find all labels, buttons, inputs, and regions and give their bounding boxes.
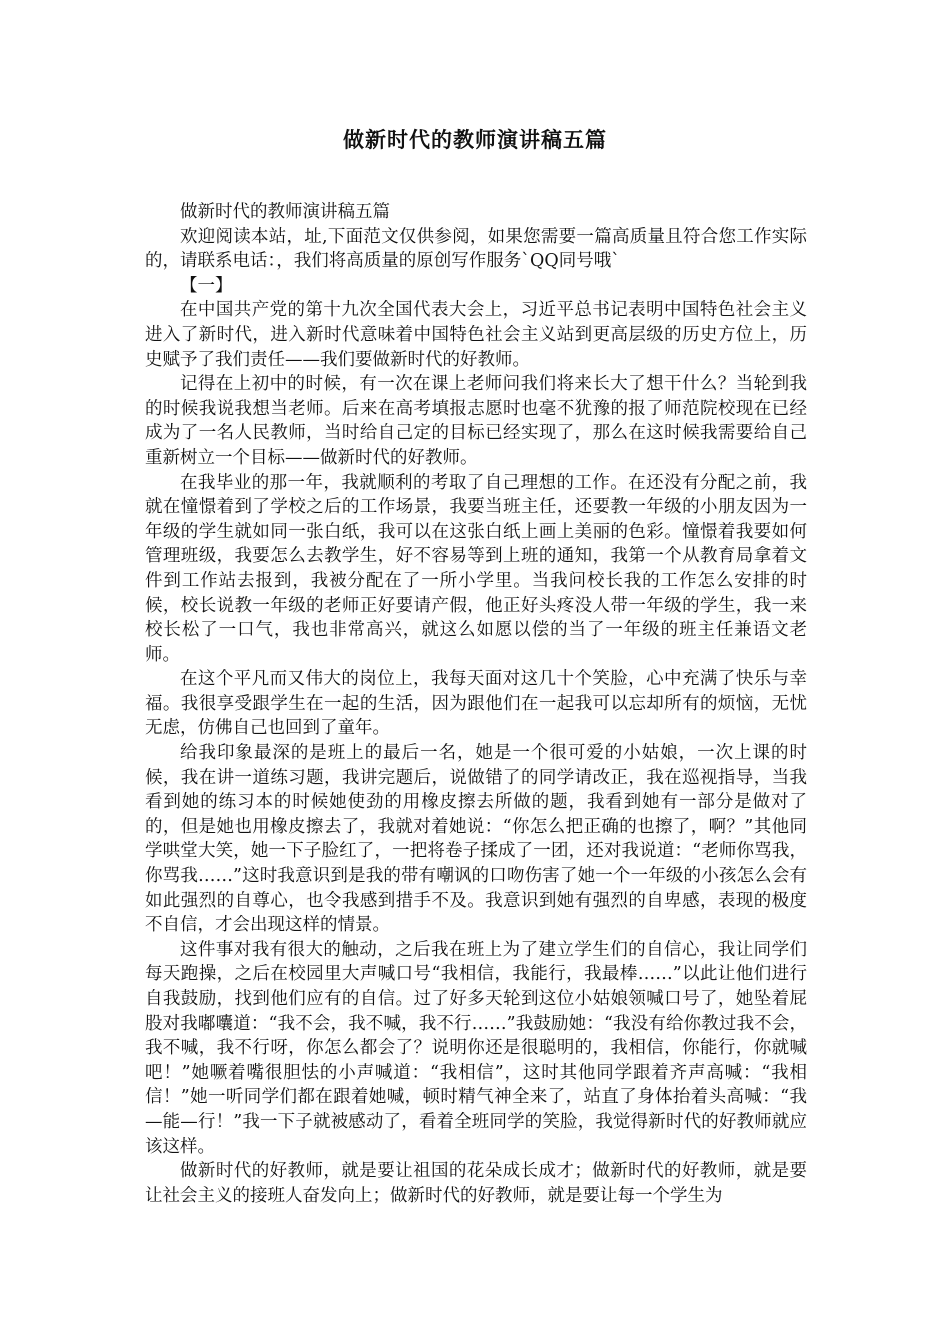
paragraph: 做新时代的好教师，就是要让祖国的花朵成长成才；做新时代的好教师，就是要让社会主义的接班人奋发向上；做新时代的好教师，就是要让每一个学生为 xyxy=(145,1161,807,1206)
document-body xyxy=(145,200,807,1208)
paragraph: 记得在上初中的时候，有一次在课上老师问我们将来长大了想干什么？当轮到我的时候我说我想当老师。后来在高考填报志愿时也毫不犹豫的报了师范院校现在已经成为了一名人民教师，当时给自己定的目标已经实现了，那么在这时候我需要给自己重新树立一个目标——做新时代的好教师。 xyxy=(145,374,807,468)
document-title: 做新时代的教师演讲稿五篇 xyxy=(343,128,607,152)
paragraph: 在我毕业的那一年，我就顺利的考取了自己理想的工作。在还没有分配之前，我就在憧憬着到了学校之后的工作场景，我要当班主任，还要教一年级的小朋友因为一年级的学生就如同一张白纸，我可以在这张白纸上画上美丽的色彩。憧憬着我要如何管理班级，我要怎么去教学生，好不容易等到上班的通知，我第一个从教育局拿着文件到工作站去报到，我被分配在了一所小学里。当我问校长我的工作怎么安排的时候，校长说教一年级的老师正好要请产假，他正好头疼没人带一年级的学生，我一来校长松了一口气，我也非常高兴，就这么如愿以偿的当了一年级的班主任兼语文老师。 xyxy=(145,472,807,665)
section-heading-one: 【一】 xyxy=(180,275,233,296)
paragraph: 在中国共产党的第十九次全国代表大会上，习近平总书记表明中国特色社会主义进入了新时代，进入新时代意味着中国特色社会主义站到更高层级的历史方位上，历史赋予了我们责任——我们要做新时代的好教师。 xyxy=(145,300,807,370)
paragraph-subtitle: 做新时代的教师演讲稿五篇 xyxy=(180,202,390,222)
paragraph: 给我印象最深的是班上的最后一名，她是一个很可爱的小姑娘，一次上课的时候，我在讲一道练习题，我讲完题后，说做错了的同学请改正，我在巡视指导，当我看到她的练习本的时候她使劲的用橡皮擦去所做的题，我看到她有一部分是做对了的，但是她也用橡皮擦去了，我就对着她说：“你怎么把正确的也擦了，啊？”其他同学哄堂大笑，她一下子脸红了，一把将卷子揉成了一团，还对我说道：“老师你骂我，你骂我……”这时我意识到是我的带有嘲讽的口吻伤害了她一个一年级的小孩怎么会有如此强烈的自尊心，也令我感到措手不及。我意识到她有强烈的自卑感，表现的极度不自信，才会出现这样的情景。 xyxy=(145,743,807,936)
paragraph-notice: 欢迎阅读本站，址,下面范文仅供参阅，如果您需要一篇高质量且符合您工作实际的，请联系电话：，我们将高质量的原创写作服务`QQ同号哦` xyxy=(145,226,807,272)
paragraph: 在这个平凡而又伟大的岗位上，我每天面对这几十个笑脸，心中充满了快乐与幸福。我很享受跟学生在一起的生活，因为跟他们在一起我可以忘却所有的烦恼，无忧无虑，仿佛自己也回到了童年。 xyxy=(145,669,807,739)
paragraph: 这件事对我有很大的触动，之后我在班上为了建立学生们的自信心，我让同学们每天跑操，之后在校园里大声喊口号“我相信，我能行，我最棒……”以此让他们进行自我鼓励，找到他们应有的自信。过了好多天轮到这位小姑娘领喊口号了，她坠着屁股对我嘟囔道：“我不会，我不喊，我不行……”我鼓励她：“我没有给你教过我不会，我不喊，我不行呀，你怎么都会了？说明你还是很聪明的，我相信，你能行，你就喊吧！”她噘着嘴很胆怯的小声喊道：“我相信”，这时其他同学跟着齐声高喊：“我相信！”她一听同学们都在跟着她喊，顿时精气神全来了，站直了身体抬着头高喊：“我—能—行！”我一下子就被感动了，看着全班同学的笑脸，我觉得新时代的好教师就应该这样。 xyxy=(145,939,807,1157)
